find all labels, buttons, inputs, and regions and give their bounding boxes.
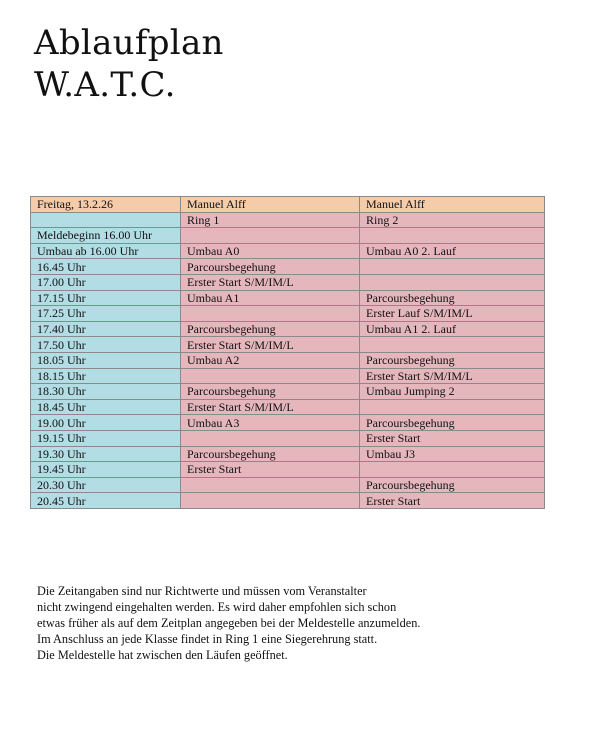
ring-1-cell: Erster Start [181, 462, 360, 478]
header-day: Freitag, 13.2.26 [31, 197, 181, 213]
time-cell: 19.15 Uhr [31, 430, 181, 446]
ring-2-cell [360, 462, 545, 478]
ring-2-cell [360, 228, 545, 244]
ring-2-cell: Umbau A1 2. Lauf [360, 321, 545, 337]
time-cell: 18.05 Uhr [31, 352, 181, 368]
time-cell: 18.30 Uhr [31, 384, 181, 400]
time-cell: 17.00 Uhr [31, 274, 181, 290]
table-row [31, 477, 545, 493]
ring-2-label: Ring 2 [360, 212, 545, 228]
ring-1-cell: Erster Start S/M/IM/L [181, 274, 360, 290]
header-judge-ring-2: Manuel Alff [360, 197, 545, 213]
ring-1-cell: Parcoursbegehung [181, 446, 360, 462]
ring-1-cell: Erster Start S/M/IM/L [181, 337, 360, 353]
ring-2-cell: Umbau Jumping 2 [360, 384, 545, 400]
ring-2-cell: Parcoursbegehung [360, 415, 545, 431]
header-judge-ring-1: Manuel Alff [181, 197, 360, 213]
ring-2-cell: Erster Start [360, 493, 545, 509]
time-cell: 18.15 Uhr [31, 368, 181, 384]
ring-2-cell: Erster Lauf S/M/IM/L [360, 306, 545, 322]
table-row [31, 446, 545, 462]
ring-2-cell: Umbau A0 2. Lauf [360, 243, 545, 259]
table-row [31, 290, 545, 306]
title-line-2: W.A.T.C. [34, 65, 176, 105]
notice-line: Die Meldestelle hat zwischen den Läufen geöffnet. [37, 648, 288, 662]
ring-2-cell [360, 337, 545, 353]
time-cell: Umbau ab 16.00 Uhr [31, 243, 181, 259]
notice-line: Die Zeitangaben sind nur Richtwerte und müssen vom Veranstalter [37, 584, 367, 598]
time-cell: 20.30 Uhr [31, 477, 181, 493]
time-cell: 16.45 Uhr [31, 259, 181, 275]
table-row [31, 384, 545, 400]
ring-1-cell: Umbau A3 [181, 415, 360, 431]
time-cell: 19.30 Uhr [31, 446, 181, 462]
ring-1-cell: Parcoursbegehung [181, 321, 360, 337]
table-row [31, 306, 545, 322]
time-cell: 19.45 Uhr [31, 462, 181, 478]
ring-1-cell [181, 430, 360, 446]
time-cell: 20.45 Uhr [31, 493, 181, 509]
table-row [31, 399, 545, 415]
document-title [34, 22, 224, 106]
table-row [31, 337, 545, 353]
notice-line: etwas früher als auf dem Zeitplan angegeben bei der Meldestelle anzumelden. [37, 616, 421, 630]
ring-1-cell [181, 493, 360, 509]
ring-2-cell: Parcoursbegehung [360, 290, 545, 306]
title-line-1: Ablaufplan [34, 23, 224, 63]
ring-1-cell: Erster Start S/M/IM/L [181, 399, 360, 415]
time-cell: 17.15 Uhr [31, 290, 181, 306]
table-row [31, 228, 545, 244]
ring-1-cell: Umbau A2 [181, 352, 360, 368]
table-row [31, 321, 545, 337]
ring-1-cell: Umbau A0 [181, 243, 360, 259]
table-row [31, 493, 545, 509]
ring-2-cell [360, 274, 545, 290]
ring-1-label: Ring 1 [181, 212, 360, 228]
ring-2-cell: Umbau J3 [360, 446, 545, 462]
ring-1-cell: Parcoursbegehung [181, 259, 360, 275]
notice-text [37, 583, 420, 663]
time-cell: 18.45 Uhr [31, 399, 181, 415]
table-row [31, 430, 545, 446]
table-row [31, 415, 545, 431]
table-row [31, 243, 545, 259]
ring-1-cell [181, 477, 360, 493]
table-row [31, 274, 545, 290]
ring-2-cell: Erster Start [360, 430, 545, 446]
ring-2-cell: Parcoursbegehung [360, 477, 545, 493]
ring-row [31, 212, 545, 228]
header-row [31, 197, 545, 213]
ring-2-cell: Erster Start S/M/IM/L [360, 368, 545, 384]
notice-line: nicht zwingend eingehalten werden. Es wird daher empfohlen sich schon [37, 600, 397, 614]
ring-row-time [31, 212, 181, 228]
time-cell: 19.00 Uhr [31, 415, 181, 431]
ring-2-cell [360, 259, 545, 275]
table-row [31, 368, 545, 384]
time-cell: Meldebeginn 16.00 Uhr [31, 228, 181, 244]
ring-1-cell [181, 228, 360, 244]
ring-1-cell: Umbau A1 [181, 290, 360, 306]
ring-1-cell [181, 306, 360, 322]
ring-2-cell: Parcoursbegehung [360, 352, 545, 368]
time-cell: 17.40 Uhr [31, 321, 181, 337]
ring-1-cell [181, 368, 360, 384]
time-cell: 17.25 Uhr [31, 306, 181, 322]
table-row [31, 352, 545, 368]
time-cell: 17.50 Uhr [31, 337, 181, 353]
schedule-table [30, 196, 545, 509]
table-row [31, 259, 545, 275]
notice-line: Im Anschluss an jede Klasse findet in Ring 1 eine Siegerehrung statt. [37, 632, 378, 646]
table-row [31, 462, 545, 478]
ring-1-cell: Parcoursbegehung [181, 384, 360, 400]
ring-2-cell [360, 399, 545, 415]
